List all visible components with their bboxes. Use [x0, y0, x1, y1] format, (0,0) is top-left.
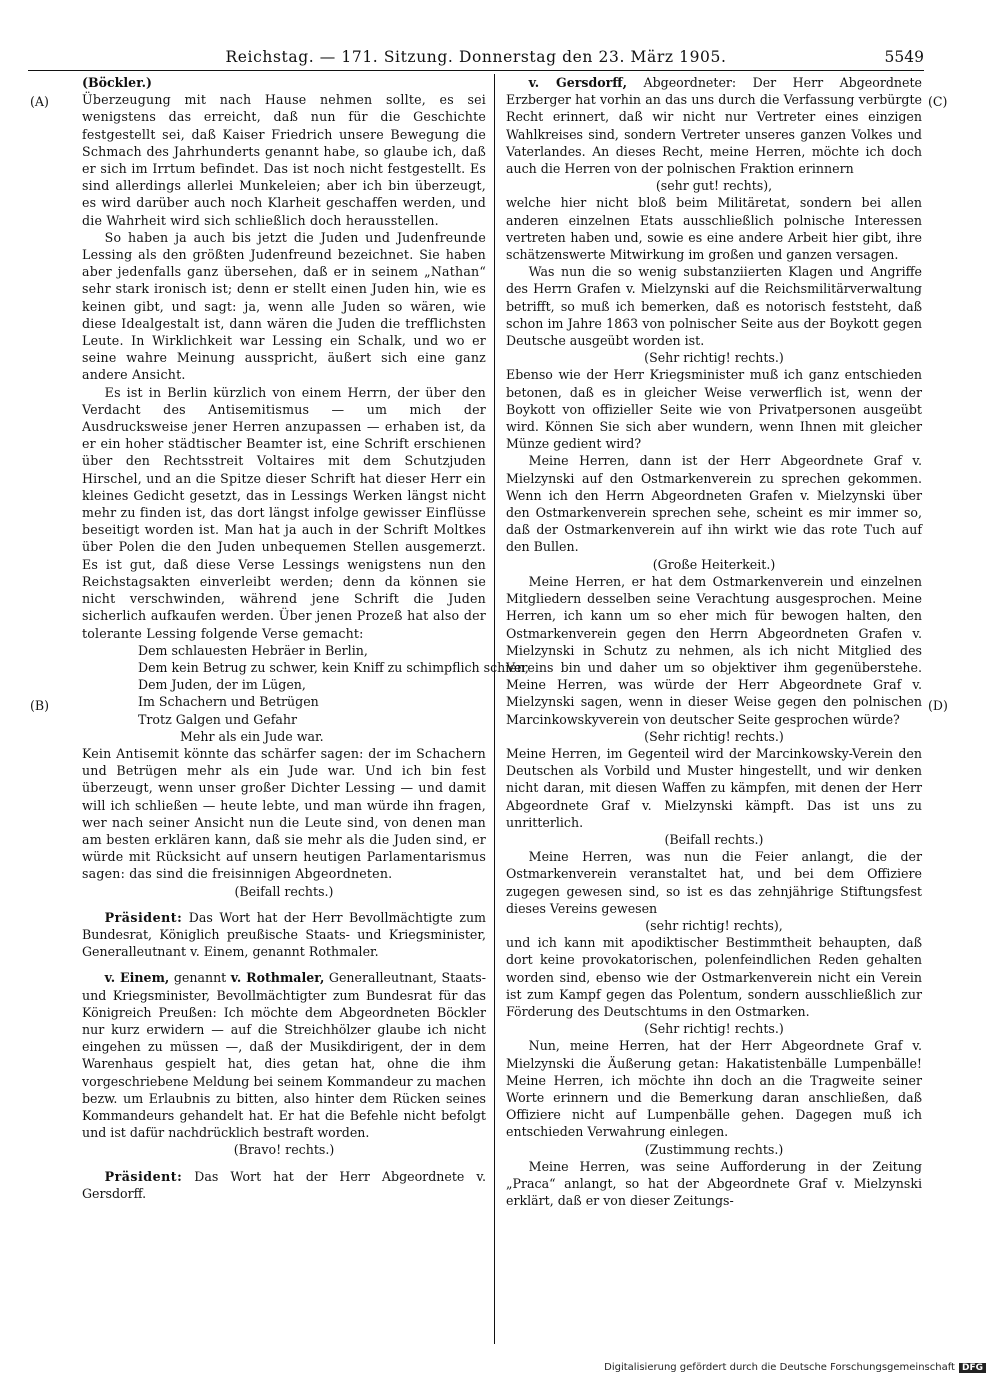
reaction: (sehr gut! rechts), [655, 178, 773, 194]
paragraph: Meine Herren, er hat dem Ostmarkenverein und einzelnen Mitgliedern desselben seine Verachtung ausgesprochen. Meine Herren, ich kann um so eher mich für bewogen halten, den Ostmarkenverein gegen den Herrn Abgeordneten Grafen v. Mielzynski in Schutz zu nehmen, als ich nicht Mitglied des Vereins bin und daher um so objektiver ihm gegenüberstehe. Meine Herren, was würde der Herr Abgeordnete Graf v. Mielzynski sagen, wenn in dieser Weise gegen den polnischen Marcinkowskyverein von deutscher Seite gesprochen würde? [506, 573, 922, 727]
paragraph: Nun, meine Herren, hat der Herr Abgeordnete Graf v. Mielzynski die Äußerung getan: Hakatistenbälle Lumpenbälle! Meine Herren, ich möchte ihn doch an die Tragweite seiner Worte erinnern und die Bemerkung daran anschließen, daß Offiziere nicht auf Lumpenbälle gehen. Dagegen muß ich entschieden Verwahrung einlegen. [506, 1038, 922, 1140]
paragraph: Kein Antisemit könnte das schärfer sagen: der im Schachern und Betrügen mehr als ein Jude war. Und ich bin fest überzeugt, wenn unser großer Dichter Lessing — und damit will ich schließen — heute lebte, und man würde ihn fragen, wer nach seiner Ansicht nun die Leute sind, von denen man am besten erklären kann, daß sie mehr als die Juden sind, er würde mit Rücksicht auf unsern heutigen Parlamentarismus sagen: das sind die freisinnigen Abgeordneten. [82, 745, 486, 882]
left-column [82, 74, 529, 1202]
president-statement [82, 909, 486, 961]
reaction: (Große Heiterkeit.) [652, 556, 776, 572]
reaction: (sehr richtig! rechts), [645, 917, 783, 933]
reaction: (Sehr richtig! rechts.) [644, 350, 784, 366]
paragraph: Es ist in Berlin kürzlich von einem Herrn, der über den Verdacht des Antisemitismus — um mich der Ausdrucksweise jener Herren anzupassen — erhaben ist, da er ein hoher städtischer Beamter ist, eine Schrift erschienen über den Rechtsstreit Voltaires mit dem Schutzjuden Hirschel, und an die Spitze dieser Schrift hat dieser Herr ein kleines Gedicht gesetzt, das in Lessings Werken längst nicht mehr zu finden ist, das dort längst infolge gewisser Einflüsse beseitigt worden ist. Man hat ja auch in der Schrift Moltkes über Polen die den Juden unbequemen Stellen ausgemerzt. Es ist gut, daß diese Verse Lessings wenigstens nun den Reichstagsakten einverleibt werden; denn da können sie nicht verschwinden, während jene Schrift die Juden sicherlich aufkaufen werden. Über jenen Prozeß hat also der tolerante Lessing folgende Verse gemacht: [82, 384, 486, 641]
reaction: (Zustimmung rechts.) [644, 1141, 784, 1157]
statement-text: Das Wort hat der Herr Bevollmächtigte zum Bundesrat, Königlich preußische Staats- und Kriegsminister, Generalleutnant v. Einem, genannt Rothmaler. [82, 909, 486, 960]
speaker-joiner: genannt [169, 970, 231, 986]
speech-gersdorff [506, 74, 922, 177]
paragraph: So haben ja auch bis jetzt die Juden und Judenfreunde Lessing als den größten Judenfreund bezeichnet. Sie haben aber jedenfalls ganz übersehen, daß er in seinem „Nathan“ sehr stark ironisch ist; denn er stellt einen Juden hin, wie es keinen gibt, und sagt: ja, wenn alle Juden so wären, wie diese Idealgestalt ist, dann wären die Juden die trefflichsten Leute. In Wirklichkeit war Lessing ein Schalk, und wo er seine wahre Meinung ausspricht, äußert sich eine ganz andere Ansicht. [82, 229, 486, 383]
running-title: Reichstag. — 171. Sitzung. Donnerstag den 23. März 1905. [225, 48, 727, 66]
paragraph: Was nun die so wenig substanziierten Klagen und Angriffe des Herrn Grafen v. Mielzynski auf die Reichsmilitärverwaltung betrifft, so muß ich bemerken, daß es notorisch feststeht, daß schon im Jahre 1863 von polnischer Seite aus der Boykott gegen Deutsche ausgeübt worden ist. [506, 264, 922, 349]
dfg-logo: DFG [959, 1363, 986, 1373]
reaction: (Bravo! rechts.) [233, 1142, 335, 1158]
margin-label-a: (A) [30, 94, 49, 109]
verse-line: Trotz Galgen und Gefahr [138, 711, 298, 727]
statement-text: Das Wort hat der Herr Abgeordnete v. Gersdorff. [82, 1168, 486, 1201]
speaker-name: Präsident: [104, 1168, 183, 1184]
credit-text: Digitalisierung gefördert durch die Deutsche Forschungsgemeinschaft [604, 1362, 955, 1373]
reaction: (Sehr richtig! rechts.) [644, 1021, 784, 1037]
paragraph: Ebenso wie der Herr Kriegsminister muß ich ganz entschieden betonen, daß es in gleicher Weise verwerflich ist, wenn der Boykott von offizieller Seite wie von Privatpersonen ausgeübt wird. Können Sie sich aber wundern, wenn Ihnen mit gleicher Münze gedient wird? [506, 367, 922, 452]
statement-text: Generalleutnant, Staats- und Kriegsminister, Bevollmächtigter zum Bundesrat für das Königreich Preußen: Ich möchte dem Abgeordneten Böckler nur kurz erwidern — auf die Streichhölzer glaube ich nicht eingehen zu müssen —, daß der Musikdirigent, der in dem Warenhaus gespielt hat, dies getan hat, ohne die ihm vorgeschriebene Meldung bei seinem Kommandeur zu machen bezw. um Erlaubnis zu bitten, also hinter dem Rücken seines Kommandeurs gehandelt hat. Er hat die Befehle nicht befolgt und ist dafür nachdrücklich bestraft worden. [82, 970, 486, 1141]
digitization-credit [604, 1362, 986, 1373]
speech-einem [82, 969, 486, 1141]
verse-line: Dem kein Betrug zu schwer, kein Kniff zu schimpflich schien, [138, 659, 529, 675]
paragraph: Überzeugung mit nach Hause nehmen sollte, es sei wenigstens das erreicht, daß nun für die Geschichte festgestellt sei, daß Kaiser Friedrich unsere Bewegung die Schmach des Jahrhunderts genannt habe, so glaube ich, daß er sich im Irrtum befindet. Das ist noch nicht festgestellt. Es sind allerdings allerlei Munkeleien; aber ich bin überzeugt, es wird darüber auch noch Klarheit geschaffen werden, und die Wahrheit wird sich schließlich doch herausstellen. [82, 92, 486, 228]
reaction: (Beifall rechts.) [234, 883, 334, 899]
statement-text: Abgeordneter: Der Herr Abgeordnete Erzberger hat vorhin an das uns durch die Verfassung verbürgte Recht erinnert, daß wir nicht nur Vertreter eines einzigen Wahlkreises sind, sondern Vertreter unseres ganzen Volkes und Vaterlandes. An dieses Recht, meine Herren, möchte ich doch auch die Herren von der polnischen Fraktion erinnern [506, 75, 923, 177]
paragraph: Meine Herren, im Gegenteil wird der Marcinkowsky-Verein den Deutschen als Vorbild und Muster hingestellt, und wir denken nicht daran, mit diesen Waffen zu kämpfen, mit denen der Herr Abgeordnete Graf v. Mielzynski kämpft. Das ist uns zu unritterlich. [506, 745, 922, 830]
speaker-name: v. Rothmaler, [230, 970, 325, 986]
paragraph: welche hier nicht bloß beim Militäretat, sondern bei allen anderen einzelnen Etats ausschließlich polnische Interessen vertreten haben und, sowie es eine andere Arbeit hier gibt, ihre schätzenswerte Mitwirkung im großen und ganzen versagen. [506, 195, 922, 263]
reaction: (Sehr richtig! rechts.) [644, 728, 784, 744]
paragraph: Meine Herren, was seine Aufforderung in der Zeitung „Praca“ anlangt, so hat der Abgeordnete Graf v. Mielzynski erklärt, daß er von dieser Zeitungs- [506, 1158, 922, 1209]
column-divider [494, 74, 495, 1344]
margin-label-c: (C) [928, 94, 948, 109]
verse-line: Dem schlauesten Hebräer in Berlin, [138, 642, 368, 658]
paragraph: Meine Herren, dann ist der Herr Abgeordnete Graf v. Mielzynski auf den Ostmarkenverein zu sprechen gekommen. Wenn ich den Herrn Abgeordneten Grafen v. Mielzynski über den Ostmarkenverein sprechen sehe, scheint es mir immer so, daß der Ostmarkenverein auf ihn wirkt wie das rote Tuch auf den Bullen. [506, 453, 922, 555]
page-number: 5549 [884, 48, 924, 66]
reaction: (Beifall rechts.) [664, 831, 764, 847]
verse-line: Dem Juden, der im Lügen, [138, 677, 306, 693]
speaker-name: Präsident: [104, 909, 183, 925]
president-statement [82, 1168, 486, 1202]
verse-line: Mehr als ein Jude war. [180, 728, 324, 744]
speaker-name: v. Einem, [104, 970, 170, 986]
margin-label-d: (D) [928, 698, 948, 713]
paragraph: und ich kann mit apodiktischer Bestimmtheit behaupten, daß dort keine provokatorischen, polenfeindlichen Reden gehalten worden sind, ebenso wie der Ostmarkenverein nicht ein Verein ist zum Kampf gegen das Polentum, sondern ausschließlich zur Förderung des Deutschtums in den Ostmarken. [506, 935, 922, 1019]
right-column [506, 74, 922, 1209]
page-header [28, 48, 924, 71]
speaker-tag: (Böckler.) [82, 75, 153, 90]
paragraph: Meine Herren, was nun die Feier anlangt, die der Ostmarkenverein veranstaltet hat, und bei dem Offiziere zugegen gewesen sind, so ist es das zehnjährige Stiftungsfest dieses Vereins gewesen [506, 849, 922, 916]
speaker-name: v. Gersdorff, [528, 75, 628, 90]
verse-line: Im Schachern und Betrügen [138, 694, 319, 710]
margin-label-b: (B) [30, 698, 50, 713]
